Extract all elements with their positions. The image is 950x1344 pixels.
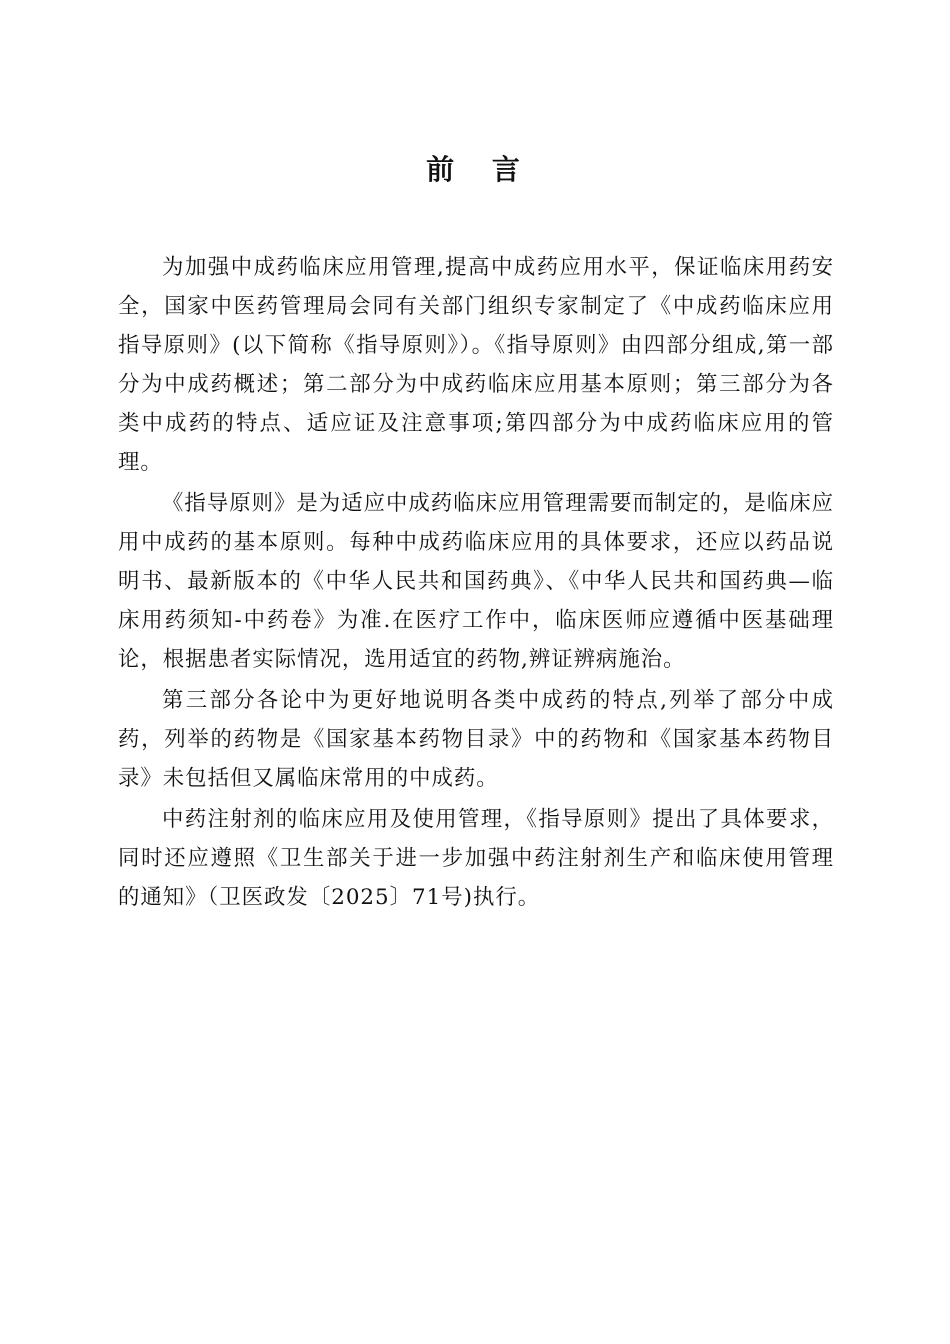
paragraph-2: 《指导原则》是为适应中成药临床应用管理需要而制定的，是临床应用中成药的基本原则。每种中成药临床应用的具体要求，还应以药品说明书、最新版本的《中华人民共和国药典》、《中华人民共和国药典—临床用药须知-中药卷》为准.在医疗工作中，临床医师应遵循中医基础理论，根据患者实际情况，选用适宜的药物,辨证辨病施治。	[118, 491, 834, 672]
paragraph-4: 中药注射剂的临床应用及使用管理，《指导原则》提出了具体要求，同时还应遵照《卫生部关于进一步加强中药注射剂生产和临床使用管理的通知》（卫医政发〔2025〕71号)执行。	[118, 807, 834, 910]
preface-body	[118, 248, 834, 917]
paragraph-3: 第三部分各论中为更好地说明各类中成药的特点,列举了部分中成药，列举的药物是《国家基本药物目录》中的药物和《国家基本药物目录》未包括但又属临床常用的中成药。	[118, 688, 834, 791]
paragraph-1: 为加强中成药临床应用管理,提高中成药应用水平，保证临床用药安全，国家中医药管理局会同有关部门组织专家制定了《中成药临床应用指导原则》(以下简称《指导原则》）。《指导原则》由四部分组成,第一部分为中成药概述；第二部分为中成药临床应用基本原则；第三部分为各类中成药的特点、适应证及注意事项;第四部分为中成药临床应用的管理。	[118, 255, 834, 475]
page-title: 前 言	[426, 153, 534, 186]
